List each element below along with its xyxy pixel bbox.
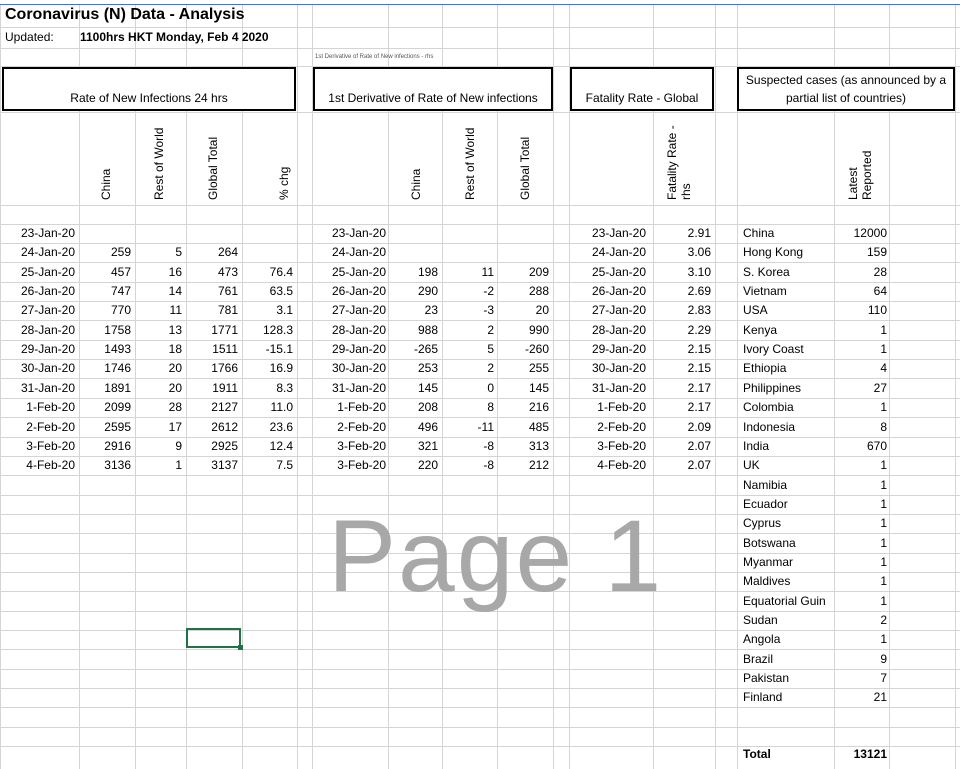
rate-value-cell[interactable]: 2595 xyxy=(104,420,131,434)
deriv-value-cell[interactable] xyxy=(497,243,549,262)
rate-value-cell[interactable]: 18 xyxy=(168,342,182,356)
rate-value-cell[interactable]: 1 xyxy=(175,458,182,472)
deriv-value-cell[interactable]: 220 xyxy=(417,458,438,472)
suspected-country-cell[interactable]: Ecuador xyxy=(743,497,788,511)
rate-date-cell[interactable]: 29-Jan-20 xyxy=(20,342,75,356)
col-header-rate: % chg xyxy=(277,166,291,200)
suspected-count-cell[interactable]: 1 xyxy=(880,632,887,646)
suspected-count-cell[interactable]: 1 xyxy=(880,536,887,550)
rate-value-cell[interactable]: -15.1 xyxy=(265,342,293,356)
rate-value-cell[interactable]: 3136 xyxy=(104,458,131,472)
rate-value-cell[interactable]: 20 xyxy=(168,381,182,395)
deriv-date-cell[interactable]: 1-Feb-20 xyxy=(337,400,386,414)
deriv-value-cell[interactable]: -8 xyxy=(483,439,494,453)
suspected-count-cell[interactable]: 2 xyxy=(880,613,887,627)
suspected-count-cell[interactable]: 1 xyxy=(880,555,887,569)
suspected-country-cell[interactable]: India xyxy=(743,439,770,453)
deriv-date-cell[interactable]: 23-Jan-20 xyxy=(331,226,386,240)
deriv-value-cell[interactable]: -8 xyxy=(483,458,494,472)
rate-value-cell[interactable] xyxy=(186,224,238,243)
header-deriv xyxy=(313,67,553,111)
deriv-value-cell[interactable]: 23 xyxy=(424,303,438,317)
suspected-count-cell[interactable]: 670 xyxy=(866,439,887,453)
rate-value-cell[interactable]: 781 xyxy=(217,303,238,317)
fatality-date-cell[interactable]: 24-Jan-20 xyxy=(591,245,646,259)
rate-value-cell[interactable]: 16 xyxy=(168,265,182,279)
rate-value-cell[interactable]: 747 xyxy=(110,284,131,298)
suspected-country-cell[interactable]: Ethiopia xyxy=(743,361,787,375)
deriv-date-cell[interactable]: 26-Jan-20 xyxy=(331,284,386,298)
page-watermark: Page 1 xyxy=(328,499,664,613)
deriv-date-cell[interactable]: 3-Feb-20 xyxy=(337,439,386,453)
rate-value-cell[interactable] xyxy=(242,243,293,262)
deriv-date-cell[interactable]: 25-Jan-20 xyxy=(331,265,386,279)
deriv-value-cell[interactable] xyxy=(388,224,438,243)
deriv-value-cell[interactable]: 290 xyxy=(417,284,438,298)
suspected-count-cell[interactable]: 1 xyxy=(880,458,887,472)
deriv-value-cell[interactable]: 20 xyxy=(535,303,549,317)
deriv-value-cell[interactable]: -3 xyxy=(483,303,494,317)
col-header-deriv: China xyxy=(409,168,423,200)
rate-value-cell[interactable]: 473 xyxy=(217,265,238,279)
rate-value-cell[interactable]: 1766 xyxy=(211,361,238,375)
col-header-deriv: Rest of World xyxy=(463,127,477,200)
rate-value-cell[interactable]: 76.4 xyxy=(269,265,293,279)
deriv-date-cell[interactable]: 27-Jan-20 xyxy=(331,303,386,317)
rate-date-cell[interactable]: 31-Jan-20 xyxy=(20,381,75,395)
deriv-value-cell[interactable]: 255 xyxy=(528,361,549,375)
rate-value-cell[interactable]: 1771 xyxy=(211,323,238,337)
fatality-value-cell[interactable]: 2.91 xyxy=(687,226,711,240)
rate-date-cell[interactable]: 26-Jan-20 xyxy=(20,284,75,298)
fatality-date-cell[interactable]: 31-Jan-20 xyxy=(591,381,646,395)
suspected-count-cell[interactable]: 1 xyxy=(880,323,887,337)
rate-value-cell[interactable]: 11 xyxy=(169,303,182,317)
fill-handle[interactable] xyxy=(238,645,243,650)
deriv-value-cell[interactable]: 5 xyxy=(487,342,494,356)
deriv-value-cell[interactable] xyxy=(497,224,549,243)
deriv-value-cell[interactable]: 8 xyxy=(487,400,494,414)
deriv-value-cell[interactable]: 198 xyxy=(417,265,438,279)
fatality-date-cell[interactable]: 2-Feb-20 xyxy=(597,420,646,434)
suspected-country-cell[interactable]: China xyxy=(743,226,775,240)
suspected-count-cell[interactable]: 27 xyxy=(873,381,887,395)
deriv-value-cell[interactable]: 253 xyxy=(417,361,438,375)
fatality-date-cell[interactable]: 23-Jan-20 xyxy=(591,226,646,240)
deriv-value-cell[interactable] xyxy=(388,243,438,262)
suspected-country-cell[interactable]: Kenya xyxy=(743,323,778,337)
rate-date-cell[interactable]: 27-Jan-20 xyxy=(20,303,75,317)
rate-date-cell[interactable]: 3-Feb-20 xyxy=(26,439,75,453)
fatality-value-cell[interactable]: 2.83 xyxy=(687,303,711,317)
sheet-title: Coronavirus (N) Data - Analysis xyxy=(5,6,245,23)
suspected-country-cell[interactable]: Pakistan xyxy=(743,671,790,685)
deriv-value-cell[interactable] xyxy=(442,224,494,243)
suspected-country-cell[interactable]: Botswana xyxy=(743,536,796,550)
rate-value-cell[interactable]: 761 xyxy=(217,284,238,298)
rate-value-cell[interactable]: 20 xyxy=(168,361,182,375)
total-label[interactable]: Total xyxy=(743,747,771,761)
rate-value-cell[interactable]: 2127 xyxy=(211,400,238,414)
suspected-country-cell[interactable]: Angola xyxy=(743,632,781,646)
rate-value-cell[interactable]: 28 xyxy=(168,400,182,414)
rate-date-cell[interactable]: 2-Feb-20 xyxy=(26,420,75,434)
fatality-value-cell[interactable]: 2.29 xyxy=(687,323,711,337)
rate-value-cell[interactable]: 13 xyxy=(168,323,182,337)
header-suspected-label: Suspected cases (as announced by a partial list of countries) xyxy=(745,73,947,105)
fatality-value-cell[interactable]: 2.17 xyxy=(687,400,711,414)
deriv-value-cell[interactable]: 145 xyxy=(528,381,549,395)
rate-value-cell[interactable]: 128.3 xyxy=(262,323,293,337)
rate-value-cell[interactable]: 1493 xyxy=(104,342,131,356)
suspected-count-cell[interactable]: 28 xyxy=(873,265,887,279)
fatality-date-cell[interactable]: 25-Jan-20 xyxy=(591,265,646,279)
deriv-value-cell[interactable]: 496 xyxy=(417,420,438,434)
suspected-count-cell[interactable]: 21 xyxy=(873,690,887,704)
fatality-value-cell[interactable]: 2.07 xyxy=(687,439,711,453)
deriv-value-cell[interactable]: -260 xyxy=(524,342,549,356)
suspected-count-cell[interactable]: 1 xyxy=(880,574,887,588)
deriv-value-cell[interactable]: 11 xyxy=(481,265,494,279)
suspected-count-cell[interactable]: 110 xyxy=(867,303,887,317)
deriv-date-cell[interactable]: 31-Jan-20 xyxy=(331,381,386,395)
rate-value-cell[interactable]: 1911 xyxy=(212,381,238,395)
suspected-country-cell[interactable]: USA xyxy=(743,303,768,317)
deriv-value-cell[interactable]: -265 xyxy=(413,342,438,356)
deriv-value-cell[interactable]: 321 xyxy=(417,439,438,453)
col-header-fatality: Fatality Rate - rhs xyxy=(665,125,693,200)
deriv-value-cell[interactable] xyxy=(442,243,494,262)
fatality-date-cell[interactable]: 4-Feb-20 xyxy=(597,458,646,472)
suspected-count-cell[interactable]: 159 xyxy=(866,245,887,259)
rate-value-cell[interactable]: 12.4 xyxy=(269,439,293,453)
deriv-value-cell[interactable]: 2 xyxy=(487,361,494,375)
updated-label: Updated: xyxy=(5,30,54,44)
suspected-count-cell[interactable]: 1 xyxy=(880,400,887,414)
fatality-value-cell[interactable]: 3.10 xyxy=(687,265,711,279)
header-fatality-label: Fatality Rate - Global xyxy=(585,91,699,105)
suspected-count-cell[interactable]: 12000 xyxy=(853,226,887,240)
rate-value-cell[interactable]: 1746 xyxy=(104,361,131,375)
rate-date-cell[interactable]: 1-Feb-20 xyxy=(26,400,75,414)
deriv-date-cell[interactable]: 28-Jan-20 xyxy=(331,323,386,337)
suspected-country-cell[interactable]: Finland xyxy=(743,690,783,704)
deriv-value-cell[interactable]: 485 xyxy=(528,420,549,434)
rate-value-cell[interactable]: 7.5 xyxy=(276,458,293,472)
col-header-rate: China xyxy=(99,168,113,200)
deriv-value-cell[interactable]: 313 xyxy=(528,439,549,453)
rate-value-cell[interactable]: 2612 xyxy=(211,420,238,434)
suspected-country-cell[interactable]: Colombia xyxy=(743,400,794,414)
rate-value-cell[interactable]: 63.5 xyxy=(269,284,293,298)
rate-date-cell[interactable]: 23-Jan-20 xyxy=(20,226,75,240)
fatality-date-cell[interactable]: 1-Feb-20 xyxy=(597,400,646,414)
deriv-value-cell[interactable]: 145 xyxy=(417,381,438,395)
suspected-count-cell[interactable]: 1 xyxy=(880,497,887,511)
suspected-country-cell[interactable]: Cyprus xyxy=(743,516,782,530)
suspected-count-cell[interactable]: 1 xyxy=(880,342,887,356)
fatality-value-cell[interactable]: 3.06 xyxy=(687,245,711,259)
rate-value-cell[interactable]: 1758 xyxy=(104,323,131,337)
rate-value-cell[interactable] xyxy=(79,224,131,243)
rate-date-cell[interactable]: 28-Jan-20 xyxy=(20,323,75,337)
deriv-date-cell[interactable]: 2-Feb-20 xyxy=(337,420,386,434)
suspected-count-cell[interactable]: 1 xyxy=(880,516,887,530)
rate-date-cell[interactable]: 25-Jan-20 xyxy=(20,265,75,279)
deriv-value-cell[interactable]: -11 xyxy=(477,420,494,434)
selected-cell[interactable] xyxy=(186,628,241,648)
suspected-country-cell[interactable]: Hong Kong xyxy=(743,245,804,259)
suspected-country-cell[interactable]: Vietnam xyxy=(743,284,787,298)
deriv-value-cell[interactable]: 216 xyxy=(528,400,549,414)
col-header-rate: Global Total xyxy=(206,136,220,200)
suspected-count-cell[interactable]: 9 xyxy=(880,652,887,666)
fatality-date-cell[interactable]: 29-Jan-20 xyxy=(591,342,646,356)
suspected-country-cell[interactable]: Maldives xyxy=(743,574,791,588)
rate-value-cell[interactable]: 1891 xyxy=(104,381,131,395)
col-header-deriv: Global Total xyxy=(518,136,532,200)
deriv-value-cell[interactable]: 212 xyxy=(528,458,549,472)
rate-value-cell[interactable]: 16.9 xyxy=(269,361,293,375)
deriv-value-cell[interactable]: 990 xyxy=(528,323,549,337)
updated-value: 1100hrs HKT Monday, Feb 4 2020 xyxy=(80,30,269,44)
deriv-value-cell[interactable]: 208 xyxy=(417,400,438,414)
fatality-value-cell[interactable]: 2.17 xyxy=(687,381,711,395)
suspected-count-cell[interactable]: 1 xyxy=(880,594,887,608)
deriv-value-cell[interactable]: 288 xyxy=(528,284,549,298)
suspected-country-cell[interactable]: Philippines xyxy=(743,381,802,395)
header-rate-label: Rate of New Infections 24 hrs xyxy=(70,91,228,105)
deriv-date-cell[interactable]: 29-Jan-20 xyxy=(331,342,386,356)
rate-value-cell[interactable]: 3137 xyxy=(211,458,238,472)
rate-value-cell[interactable]: 1511 xyxy=(212,342,238,356)
fatality-value-cell[interactable]: 2.15 xyxy=(687,342,711,356)
rate-value-cell[interactable] xyxy=(242,224,293,243)
deriv-date-cell[interactable]: 3-Feb-20 xyxy=(337,458,386,472)
deriv-value-cell[interactable]: 2 xyxy=(487,323,494,337)
header-deriv-label: 1st Derivative of Rate of New infections xyxy=(328,91,538,105)
suspected-count-cell[interactable]: 7 xyxy=(880,671,887,685)
deriv-date-cell[interactable]: 24-Jan-20 xyxy=(331,245,386,259)
deriv-value-cell[interactable]: 0 xyxy=(487,381,494,395)
suspected-country-cell[interactable]: Indonesia xyxy=(743,420,796,434)
rate-value-cell[interactable]: 14 xyxy=(168,284,182,298)
fatality-value-cell[interactable]: 2.09 xyxy=(687,420,711,434)
suspected-country-cell[interactable]: Myanmar xyxy=(743,555,794,569)
suspected-country-cell[interactable]: UK xyxy=(743,458,760,472)
fatality-value-cell[interactable]: 2.15 xyxy=(687,361,711,375)
fatality-date-cell[interactable]: 30-Jan-20 xyxy=(591,361,646,375)
deriv-value-cell[interactable]: 209 xyxy=(528,265,549,279)
header-suspected xyxy=(737,67,955,111)
chart-note: 1st Derivative of Rate of New infections - rhs xyxy=(315,54,434,60)
suspected-count-cell[interactable]: 8 xyxy=(880,420,887,434)
rate-value-cell[interactable]: 9 xyxy=(175,439,182,453)
rate-value-cell[interactable]: 5 xyxy=(175,245,182,259)
header-rate xyxy=(2,67,296,111)
suspected-country-cell[interactable]: Namibia xyxy=(743,478,788,492)
rate-value-cell[interactable]: 3.1 xyxy=(276,303,293,317)
col-header-suspected: Latest Reported xyxy=(846,150,874,200)
rate-value-cell[interactable]: 2925 xyxy=(211,439,238,453)
suspected-country-cell[interactable]: Brazil xyxy=(743,652,774,666)
rate-value-cell[interactable]: 23.6 xyxy=(269,420,293,434)
rate-value-cell[interactable]: 457 xyxy=(110,265,131,279)
deriv-value-cell[interactable]: 988 xyxy=(417,323,438,337)
rate-value-cell[interactable]: 11.0 xyxy=(270,400,293,414)
header-fatality xyxy=(570,67,714,111)
suspected-country-cell[interactable]: S. Korea xyxy=(743,265,790,279)
deriv-value-cell[interactable]: -2 xyxy=(483,284,494,298)
rate-value-cell[interactable]: 264 xyxy=(217,245,238,259)
fatality-date-cell[interactable]: 3-Feb-20 xyxy=(597,439,646,453)
rate-date-cell[interactable]: 30-Jan-20 xyxy=(20,361,75,375)
rate-date-cell[interactable]: 24-Jan-20 xyxy=(20,245,75,259)
rate-value-cell[interactable]: 17 xyxy=(168,420,182,434)
suspected-country-cell[interactable]: Ivory Coast xyxy=(743,342,804,356)
col-header-rate: Rest of World xyxy=(152,127,166,200)
suspected-country-cell[interactable]: Equatorial Guin xyxy=(743,594,826,608)
suspected-count-cell[interactable]: 64 xyxy=(873,284,887,298)
rate-value-cell[interactable]: 259 xyxy=(110,245,131,259)
rate-value-cell[interactable]: 2099 xyxy=(104,400,131,414)
rate-value-cell[interactable]: 770 xyxy=(110,303,131,317)
total-value[interactable]: 13121 xyxy=(853,747,887,761)
fatality-value-cell[interactable]: 2.07 xyxy=(687,458,711,472)
rate-value-cell[interactable]: 8.3 xyxy=(276,381,293,395)
suspected-country-cell[interactable]: Sudan xyxy=(743,613,778,627)
fatality-date-cell[interactable]: 28-Jan-20 xyxy=(591,323,646,337)
deriv-date-cell[interactable]: 30-Jan-20 xyxy=(331,361,386,375)
suspected-count-cell[interactable]: 1 xyxy=(880,478,887,492)
fatality-value-cell[interactable]: 2.69 xyxy=(687,284,711,298)
rate-value-cell[interactable] xyxy=(135,224,182,243)
suspected-count-cell[interactable]: 4 xyxy=(880,361,887,375)
fatality-date-cell[interactable]: 26-Jan-20 xyxy=(591,284,646,298)
rate-date-cell[interactable]: 4-Feb-20 xyxy=(26,458,75,472)
rate-value-cell[interactable]: 2916 xyxy=(104,439,131,453)
fatality-date-cell[interactable]: 27-Jan-20 xyxy=(591,303,646,317)
